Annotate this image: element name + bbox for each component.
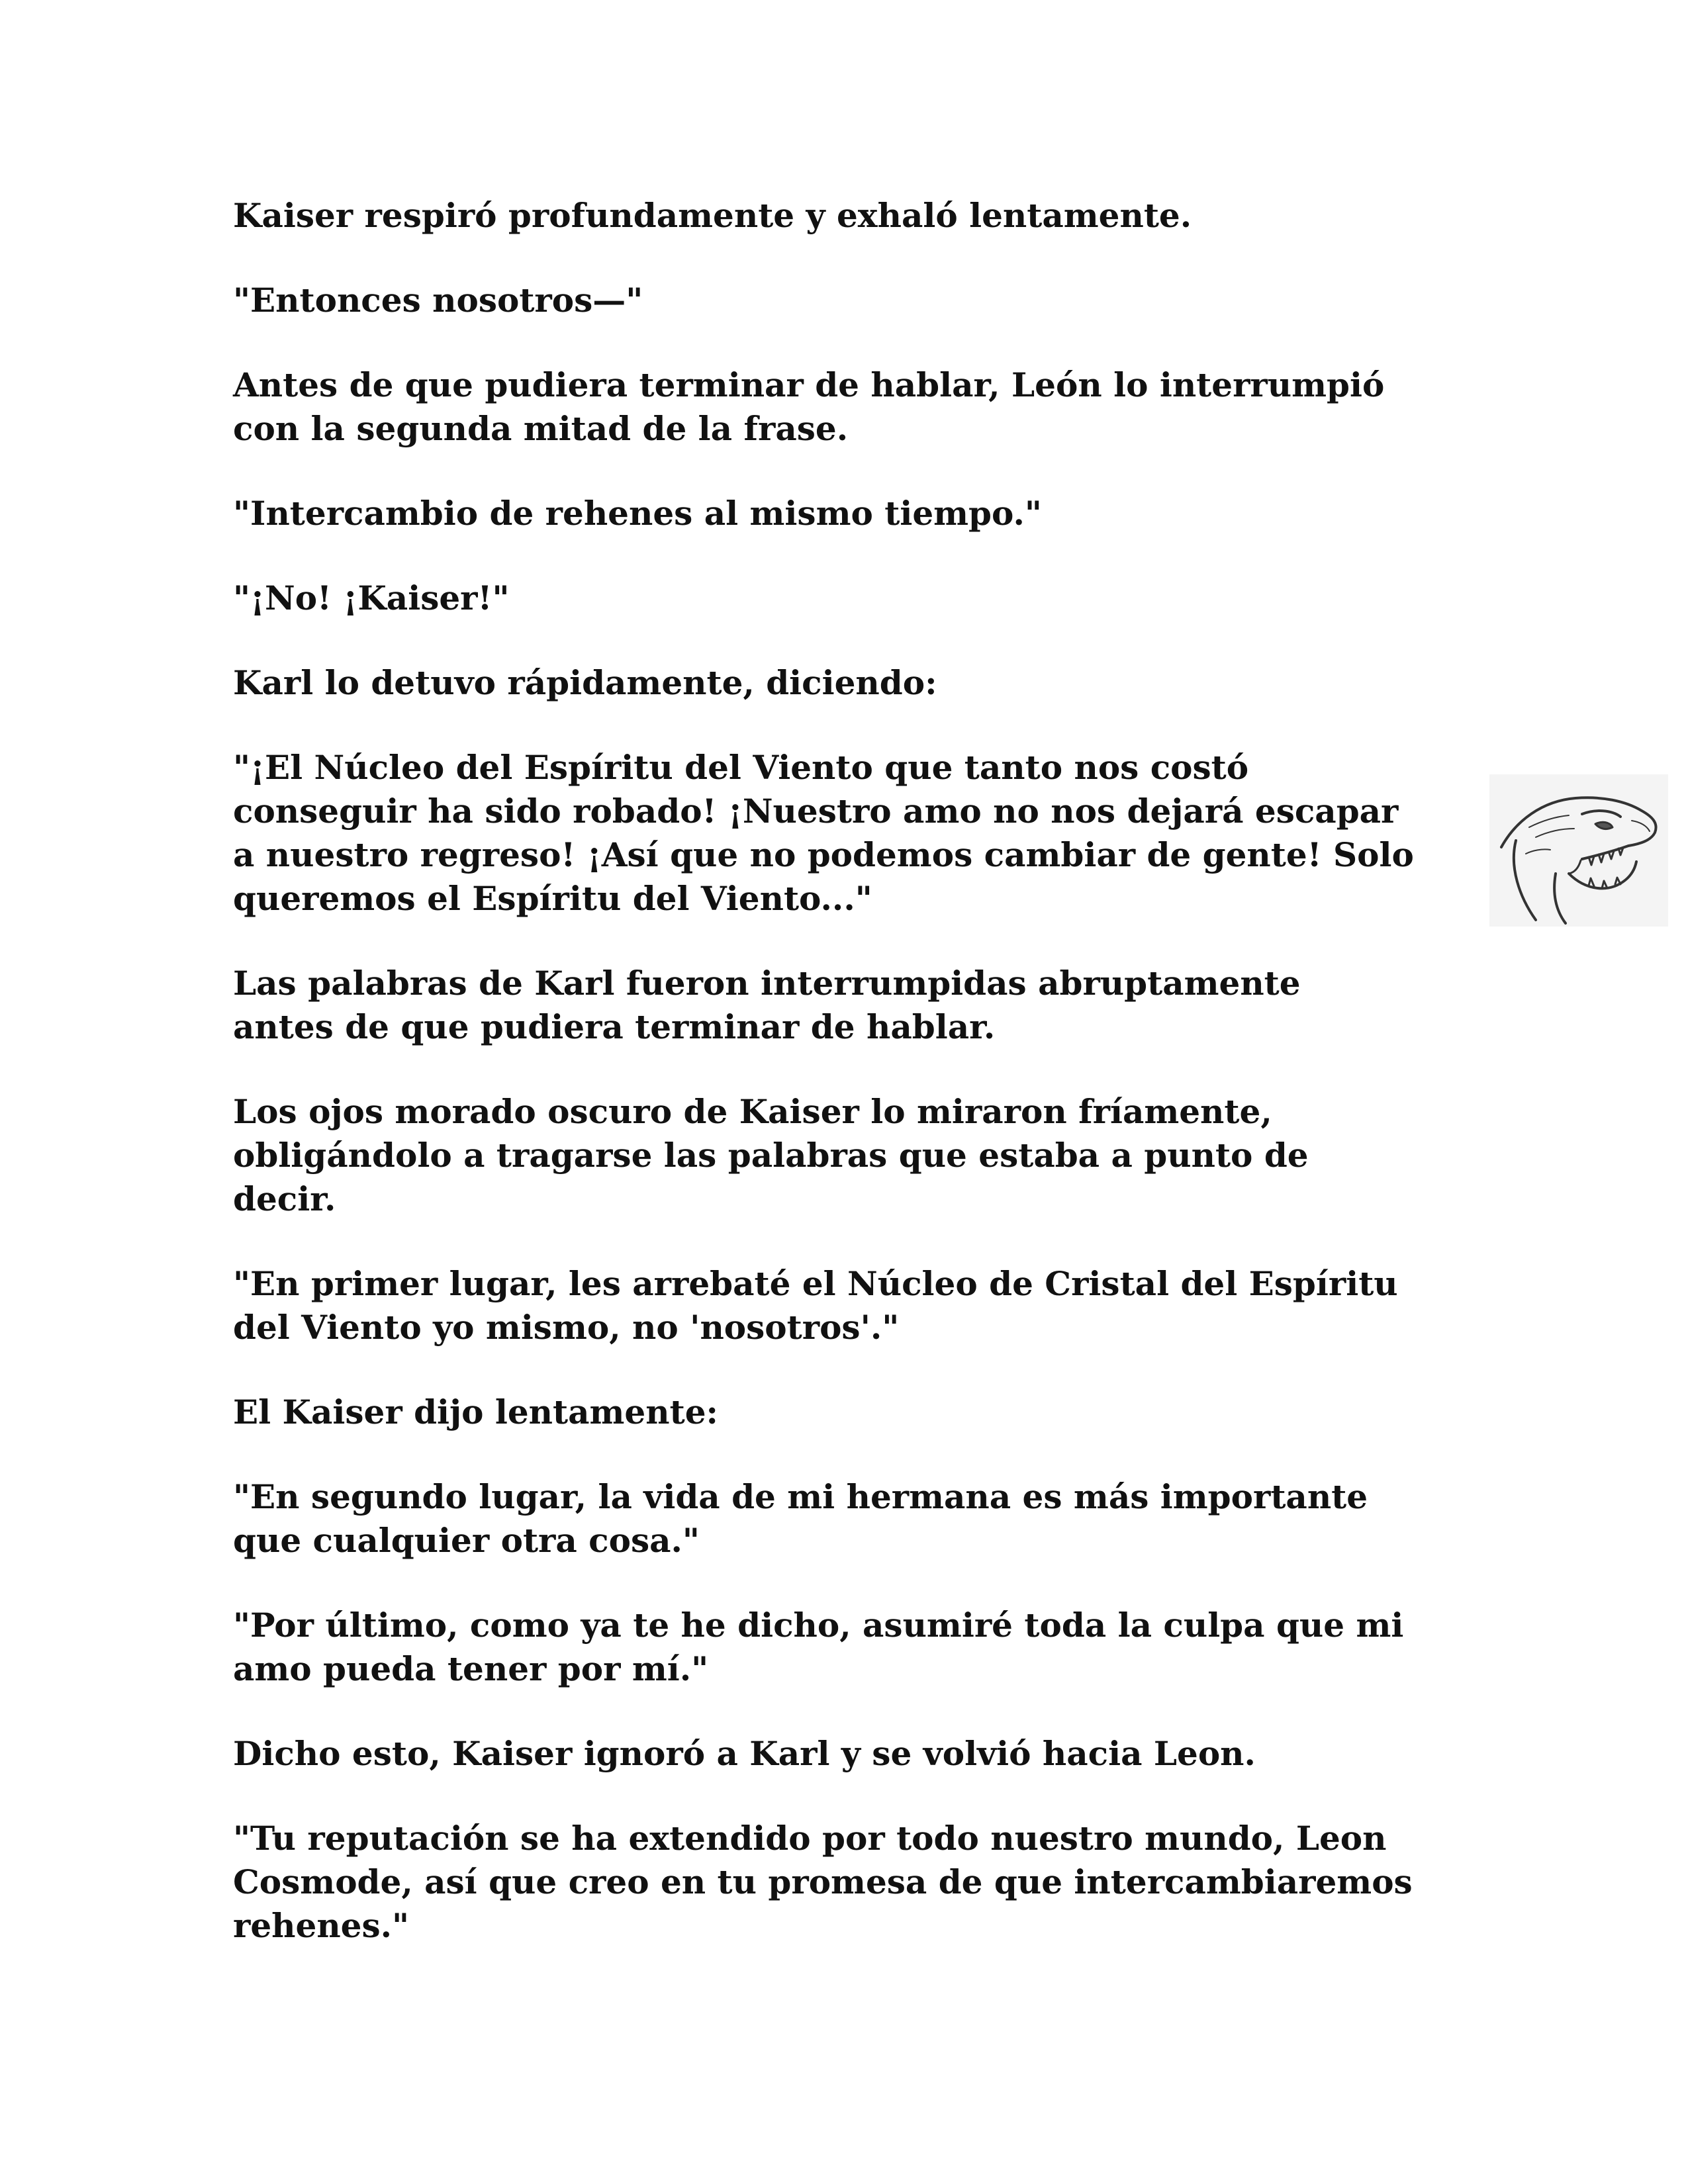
- paragraph: "En segundo lugar, la vida de mi hermana es más importante que cualquier otra cosa.": [233, 1477, 1368, 1560]
- paragraph: "Por último, como ya te he dicho, asumiré toda la culpa que mi amo pueda tener por mí.": [233, 1606, 1404, 1688]
- text-column: [233, 194, 1491, 1948]
- paragraph: Kaiser respiró profundamente y exhaló lentamente.: [233, 196, 1192, 235]
- paragraph: Antes de que pudiera terminar de hablar, León lo interrumpió con la segunda mitad de la frase.: [233, 365, 1385, 448]
- paragraph: "Tu reputación se ha extendido por todo nuestro mundo, Leon Cosmode, así que creo en tu promesa de que intercambiaremos rehenes.": [233, 1819, 1413, 1945]
- paragraph: Las palabras de Karl fueron interrumpidas abruptamente antes de que pudiera terminar de hablar.: [233, 964, 1301, 1046]
- paragraph: Los ojos morado oscuro de Kaiser lo miraron fríamente, obligándolo a tragarse las palabras que estaba a punto de decir.: [233, 1092, 1309, 1218]
- paragraph: "¡No! ¡Kaiser!": [233, 578, 510, 617]
- paragraph: Karl lo detuvo rápidamente, diciendo:: [233, 663, 937, 702]
- paragraph: "En primer lugar, les arrebaté el Núcleo de Cristal del Espíritu del Viento yo mismo, no 'nosotros'.": [233, 1264, 1398, 1347]
- paragraph: El Kaiser dijo lentamente:: [233, 1392, 718, 1432]
- paragraph: Dicho esto, Kaiser ignoró a Karl y se volvió hacia Leon.: [233, 1734, 1256, 1773]
- paragraph: "Entonces nosotros—": [233, 281, 643, 320]
- paragraph: "Intercambio de rehenes al mismo tiempo.": [233, 494, 1042, 533]
- paragraph: "¡El Núcleo del Espíritu del Viento que tanto nos costó conseguir ha sido robado! ¡Nuestro amo no nos dejará escapar a nuestro regreso! ¡Así que no podemos cambiar de gente! Solo queremos el Espíritu del Viento...": [233, 748, 1414, 918]
- dinosaur-head-icon: [1489, 774, 1668, 927]
